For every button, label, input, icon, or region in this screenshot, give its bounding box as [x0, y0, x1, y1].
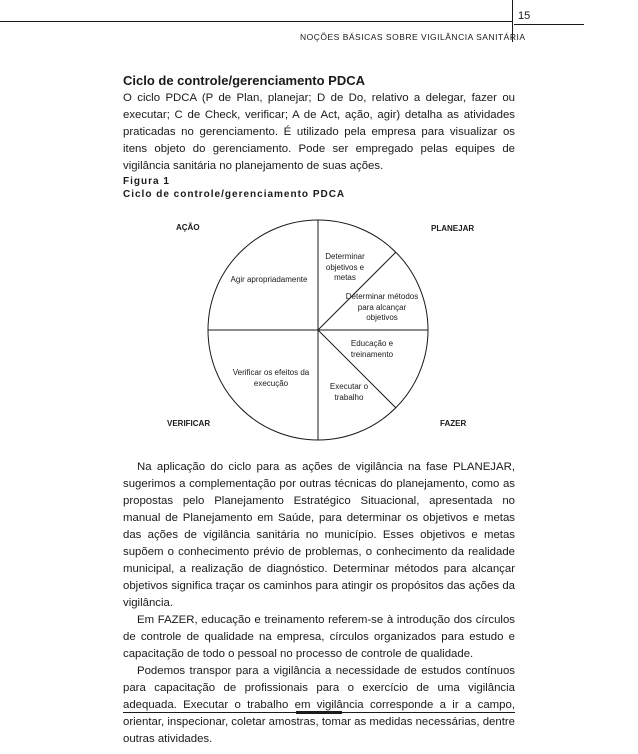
slice-educacao: Educação e treinamento — [350, 339, 394, 359]
section-title: Ciclo de controle/gerenciamento PDCA — [123, 73, 365, 88]
slice-executar: Executar o trabalho — [329, 382, 369, 402]
quadrant-label-fazer: FAZER — [440, 419, 467, 428]
body-paragraph-1: Na aplicação do ciclo para as ações de vigilância na fase PLANEJAR, sugerimos a complementação por outras técnicas do planejamento, como as propostas pelo Planejamento Estratégico Situacional, apresentada no manual de Planejamento em Saúde, para determinar os objetivos e metas das ações de vigilância sanitária no município. Esses objetivos e metas supõem o conhecimento prévio de problemas, o conhecimento da realidade municipal, a realização de diagnóstico. Determinar métodos para alcançar objetivos significa traçar os caminhos para atingir os propósitos das ações da vigilância. — [123, 461, 515, 609]
quadrant-label-acao: AÇÃO — [176, 223, 200, 232]
figure-label: Figura 1 — [123, 176, 170, 187]
slice-determinar-metodos: Determinar métodos para alcançar objetivos — [345, 292, 419, 322]
slice-determinar-objetivos: Determinar objetivos e metas — [325, 252, 365, 282]
intro-paragraph: O ciclo PDCA (P de Plan, planejar; D de Do, relativo a delegar, fazer ou executar; C de Check, verificar; A de Act, ação, agir) detalha as atividades praticadas no gerenciamento. É utilizado pela empresa para visualizar os itens objeto do gerenciamento. Pode ser empregado pelas equipes de vigilância sanitária no planejamento de suas ações. — [123, 92, 515, 172]
body-text — [123, 459, 515, 748]
page-number: 15 — [518, 10, 531, 22]
body-paragraph-3: Podemos transpor para a vigilância a necessidade de estudos contínuos para capacitação de profissionais para o exercício de uma vigilância adequada. Executar o trabalho em vigilância corresponde a ir a campo, orientar, inspecionar, coletar amostras, tomar as medidas necessárias, dentre outras atividades. — [123, 665, 515, 745]
slice-verificar: Verificar os efeitos da execução — [232, 368, 310, 388]
running-head: NOÇÕES BÁSICAS SOBRE VIGILÂNCIA SANITÁRIA — [300, 32, 526, 42]
footer-rule-center — [296, 711, 342, 714]
slice-agir: Agir apropriadamente — [230, 275, 308, 284]
quadrant-label-verificar: VERIFICAR — [167, 419, 211, 428]
body-paragraph-2: Em FAZER, educação e treinamento referem-se à introdução dos círculos de controle de qualidade na empresa, círculos organizados para estudo e capacitação de todo o pessoal no processo de controle de qualidade. — [123, 614, 515, 660]
quadrant-label-planejar: PLANEJAR — [431, 224, 475, 233]
figure-title: Ciclo de controle/gerenciamento PDCA — [123, 189, 346, 200]
